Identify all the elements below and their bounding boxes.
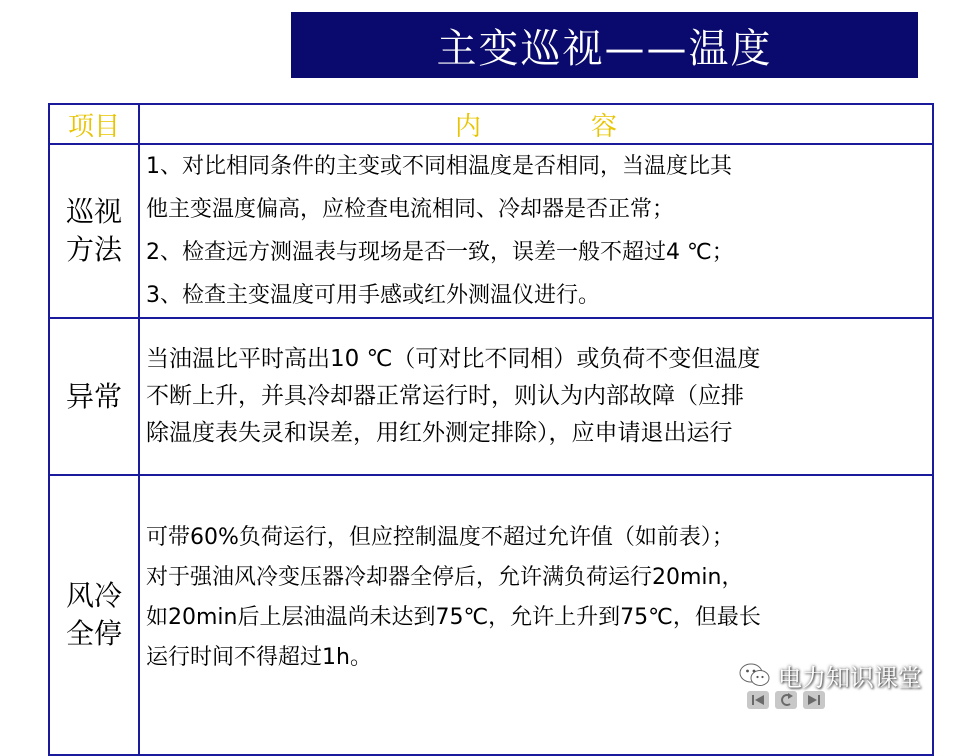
nav-first-icon[interactable] — [746, 690, 770, 710]
table-row — [49, 475, 933, 755]
nav-last-icon[interactable] — [802, 690, 826, 710]
nav-return-icon[interactable] — [774, 690, 798, 710]
table-row — [49, 318, 933, 475]
row-label-line: 方法 — [65, 233, 122, 266]
watermark-text: 电力知识课堂 — [778, 663, 922, 692]
content-line: 除温度表失灵和误差，用红外测定排除），应申请退出运行 — [146, 420, 733, 446]
content-line: 1、对比相同条件的主变或不同相温度是否相同，当温度比其 — [146, 154, 732, 179]
row-label-abnormal — [49, 318, 139, 475]
content-line: 可带60%负荷运行，但应控制温度不超过允许值（如前表）； — [146, 525, 734, 550]
watermark — [738, 655, 938, 695]
row-label-inspection-method — [49, 144, 139, 318]
table-row — [49, 144, 933, 318]
row-label-line: 巡视 — [65, 195, 122, 228]
content-line: 如20min后上层油温尚未达到75℃，允许上升到75℃，但最长 — [146, 605, 761, 630]
content-line: 他主变温度偏高，应检查电流相同、冷却器是否正常； — [146, 197, 675, 222]
slide-title — [291, 12, 918, 78]
table-header-row — [49, 104, 933, 144]
content-line: 运行时间不得超过1h。 — [146, 645, 372, 670]
content-line: 当油温比平时高出10 ℃（可对比不同相）或负荷不变但温度 — [146, 346, 761, 372]
header-content-label-b: 容 — [591, 111, 618, 142]
row-label-cooling-stop — [49, 475, 139, 755]
slide-title-text: 主变巡视——温度 — [436, 25, 773, 72]
content-line: 3、检查主变温度可用手感或红外测温仪进行。 — [146, 283, 600, 308]
row-label-line: 异常 — [65, 379, 122, 413]
content-line: 2、检查远方测温表与现场是否一致，误差一般不超过4 ℃； — [146, 240, 734, 265]
header-item-cell — [49, 104, 139, 144]
row-label-line: 风冷 — [65, 579, 122, 612]
header-content-cell — [139, 104, 933, 144]
content-line: 对于强油风冷变压器冷却器全停后，允许满负荷运行20min， — [146, 565, 744, 590]
row-content-inspection-method — [139, 144, 933, 318]
row-content-abnormal — [139, 318, 933, 475]
wechat-icon — [738, 661, 772, 689]
header-content-label-a: 内 — [454, 111, 481, 142]
content-line: 不断上升，并具冷却器正常运行时，则认为内部故障（应排 — [146, 383, 744, 409]
row-label-line: 全停 — [65, 617, 122, 650]
row-content-cooling-stop — [139, 475, 933, 755]
header-item-label: 项目 — [67, 111, 120, 142]
